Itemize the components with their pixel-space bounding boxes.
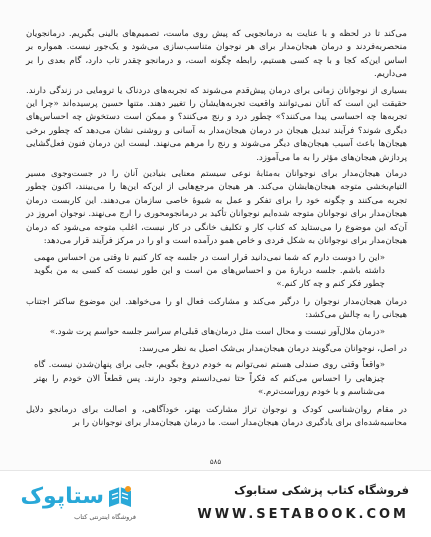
quote-2: «درمان ملال‌آور نیست و محال است مثل درمان‌های قبلی‌ام سراسر جلسه حواسم پرت شود.» — [49, 326, 385, 337]
paragraph-3: درمان هیجان‌مدار برای نوجوانان به‌مثابهٔ نوعی سیستم معنایی بنیادین آنان را در جست‌وجوی مسیر التیام‌بخشی متوجه هیجان‌هایشان می‌کند. هر هیجان مرجع‌هایی از این‌که این‌ها را می‌بینند، اکنون چطور تجربه می‌کنند و چگونه خود را برای تفکر و عمل به شیوهٔ خاصی سازمان می‌دهند. این کاربست درمان هیجان‌مدار برای نوجوانان متوجه شده‌ایم نوجوانان تأکید بر درمانجومحوری را ارج می‌نهند. نوجوان امروز در آن‌که این موضوع را می‌ستاید که کتاب کار و تکلیف خانگی در کار نیست، اغلب متوجه می‌شود که درمان هیجان‌مدار برای نوجوانان به شکل فردی و خاص همو درآمده است و او را در مرکز فرآیند قرار می‌دهد: — [26, 169, 407, 247]
setabook-logo[interactable] — [10, 483, 140, 527]
quote-1: «این را دوست دارم که شما نمی‌دانید قرار است در جلسه چه کار کنیم تا وقتی من احساس مهمی داشته باشم. جلسه دربارهٔ من و احساس‌های من است و این طور نیست که کسی به من بگوید چطور فکر کنم و چه کار کنم.» — [34, 252, 385, 290]
page-number: ۵۸۵ — [209, 458, 222, 466]
quote-3: «واقعاً وقتی روی صندلی هستم نمی‌توانم به خودم دروغ بگویم، جایی برای پنهان‌شدن نیست. گاه چیزهایی را احساس می‌کنم که فکراً حتا نمی‌دانستم وجود دارند. پس قطعاً الان خودم را بهتر می‌شناسم و با خودم روراست‌ترم.» — [34, 360, 385, 398]
paragraph-2: بسیاری از نوجوانان زمانی برای درمان پیش‌قدم می‌شوند که تجربه‌های دردناک یا ترومایی در زندگی دارند. حقیقت این است که آنان نمی‌توانند واقعیت تجربه‌هایشان را تغییر دهند. متنها حسین پرسیده‌اند «چرا این تجربه‌ها چه احساسی پیدا می‌کنند؟» چطور درد و رنج می‌کنند؟ و ممکن است دستخوش چه احساس‌های دیگری شوند؟ فرآیند تبدیل هیجان در درمان هیجان‌مدار به آسانی و روشنی نشان می‌دهد که چطور برخی هیجان‌ها باعث آسیب هیجان‌های دیگر می‌شوند و رنج را مرهم می‌نهند. لیست این درمان فنون فعل‌گشایی پردازش هیجان‌های مؤثر را به ما می‌آموزد. — [26, 85, 407, 163]
paragraph-1: می‌کند تا در لحظه و با عنایت به درمانجویی که پیش روی ماست، تصمیم‌های بالینی بگیریم. درمانجویان منحصربه‌فردند و درمان هیجان‌مدار برای هر نوجوان متناسب‌سازی می‌شود و یک‌جور نیست. همواره بر اساس این‌که کجا و با چه کسی هستیم، رابطه چگونه است، و درمانجو چقدر تاب دارد، گام بعدی را بر می‌داریم. — [26, 29, 407, 80]
book-mark-icon — [106, 485, 134, 511]
store-url-link[interactable]: WWW.SETABOOK.COM — [197, 507, 409, 522]
logo-wordmark: ستاپوک — [20, 484, 104, 509]
logo-tagline: فروشگاه اینترنتی کتاب — [74, 513, 136, 521]
paragraph-6: در مقام روان‌شناسی کودک و نوجوان تراژ مشارکت بهتر، خودآگاهی، و اصالت برای درمانجو دلایل محاسبه‌شده‌ای برای یادگیری درمان هیجان‌مدار است. ما درمان هیجان‌مدار برای نوجوانان را بر — [26, 404, 407, 428]
store-title: فروشگاه کتاب پزشکی ستابوک — [234, 483, 409, 497]
paragraph-5: در اصل، نوجوانان می‌گویند درمان هیجان‌مدار بی‌شک اصیل به نظر می‌رسد: — [138, 343, 407, 354]
store-footer-banner — [0, 470, 431, 537]
paragraph-4: درمان هیجان‌مدار نوجوان را درگیر می‌کند و مشارکت فعال او را می‌خواهد. این موضوع ساکتر اجتناب هیجانی را به چالش می‌کشد: — [26, 296, 407, 321]
page-body-text — [26, 28, 407, 433]
